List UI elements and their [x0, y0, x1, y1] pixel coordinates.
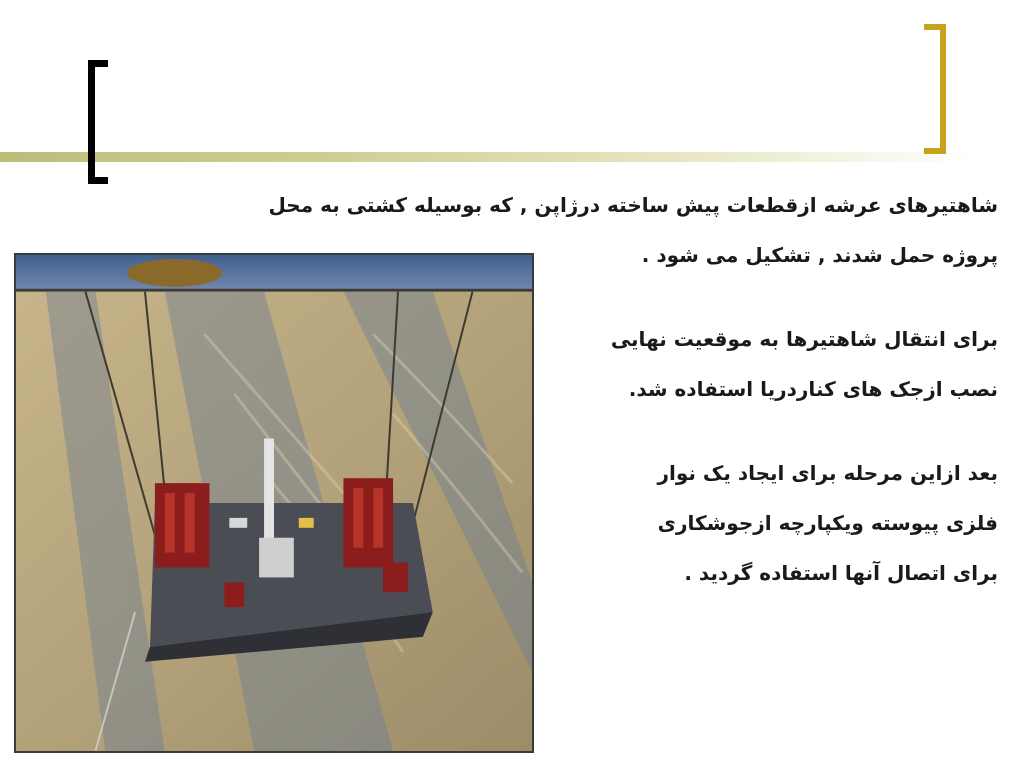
paragraph-line: نصب ازجک های کناردریا استفاده شد.	[628, 377, 998, 401]
sky-strip	[16, 255, 532, 289]
paragraph-line: برای انتقال شاهتیرها به موقعیت نهایی	[610, 327, 998, 351]
paragraph-line: بعد ازاین مرحله برای ایجاد یک نوار	[657, 461, 998, 485]
left-bracket-decoration	[88, 60, 108, 184]
photo-inner-border	[16, 289, 532, 292]
paragraph-line: برای اتصال آنها استفاده گردید .	[684, 561, 998, 585]
photo-illustration	[16, 255, 532, 751]
crane-hook	[127, 259, 222, 287]
crane-cab	[259, 538, 294, 578]
paragraph-line: پروژه حمل شدند , تشکیل می شود .	[641, 243, 998, 267]
paragraph-line: شاهتیرهای عرشه ازقطعات پیش ساخته درژاپن , که بوسیله کشتی به محل	[268, 193, 998, 217]
header-divider	[0, 152, 975, 162]
bridge-girder-lift-photo	[14, 253, 534, 753]
right-bracket-decoration	[924, 24, 946, 154]
paragraph-line: فلزی پیوسته ویکپارچه ازجوشکاری	[657, 511, 998, 535]
